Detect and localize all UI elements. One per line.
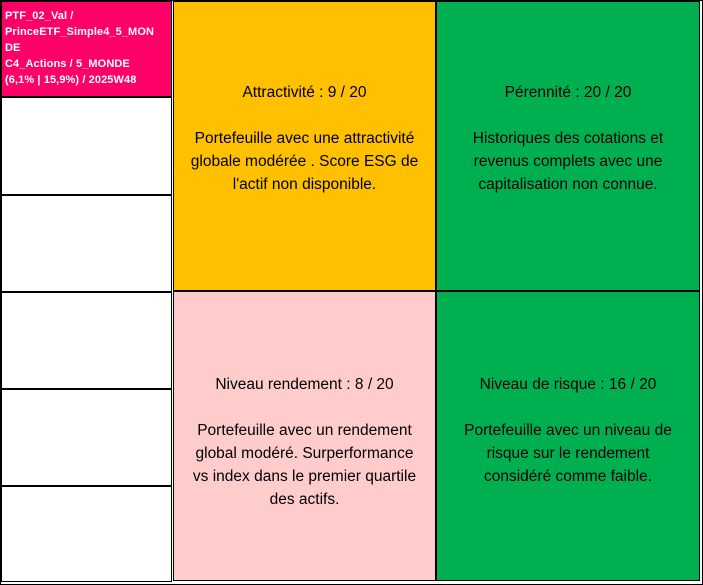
empty-cell	[1, 195, 172, 292]
header-line: (6,1% | 15,9%) / 2025W48	[5, 74, 137, 86]
empty-cell	[1, 97, 172, 195]
perennite-description: Historiques des cotations et revenus complets avec une capitalisation non connue.	[472, 130, 664, 193]
attractivite-title: Attractivité : 9 / 20	[242, 84, 367, 101]
risque-title: Niveau de risque : 16 / 20	[479, 375, 657, 393]
risque-description: Portefeuille avec un niveau de risque sur le rendement considéré comme faible.	[464, 421, 672, 485]
portfolio-header	[1, 1, 172, 97]
attractivite-tile	[173, 1, 436, 291]
perennite-title: Pérennité : 20 / 20	[504, 84, 632, 101]
header-line: DE	[5, 42, 21, 54]
empty-cell	[1, 292, 172, 389]
rendement-description: Portefeuille avec un rendement global modéré. Surperformance vs index dans le premier quartile des actifs.	[192, 422, 417, 508]
header-line: PTF_02_Val /	[5, 10, 74, 22]
rendement-title: Niveau rendement : 8 / 20	[215, 376, 394, 393]
attractivite-description: Portefeuille avec une attractivité globale modérée . Score ESG de l'actif non disponible.	[190, 130, 419, 193]
header-line: C4_Actions / 5_MONDE	[5, 58, 130, 70]
empty-cell	[1, 486, 172, 582]
risque-tile	[436, 291, 700, 581]
header-line: PrinceETF_Simple4_5_MON	[5, 26, 155, 38]
empty-cell	[1, 389, 172, 486]
rendement-tile	[173, 291, 436, 581]
perennite-tile	[436, 1, 700, 291]
